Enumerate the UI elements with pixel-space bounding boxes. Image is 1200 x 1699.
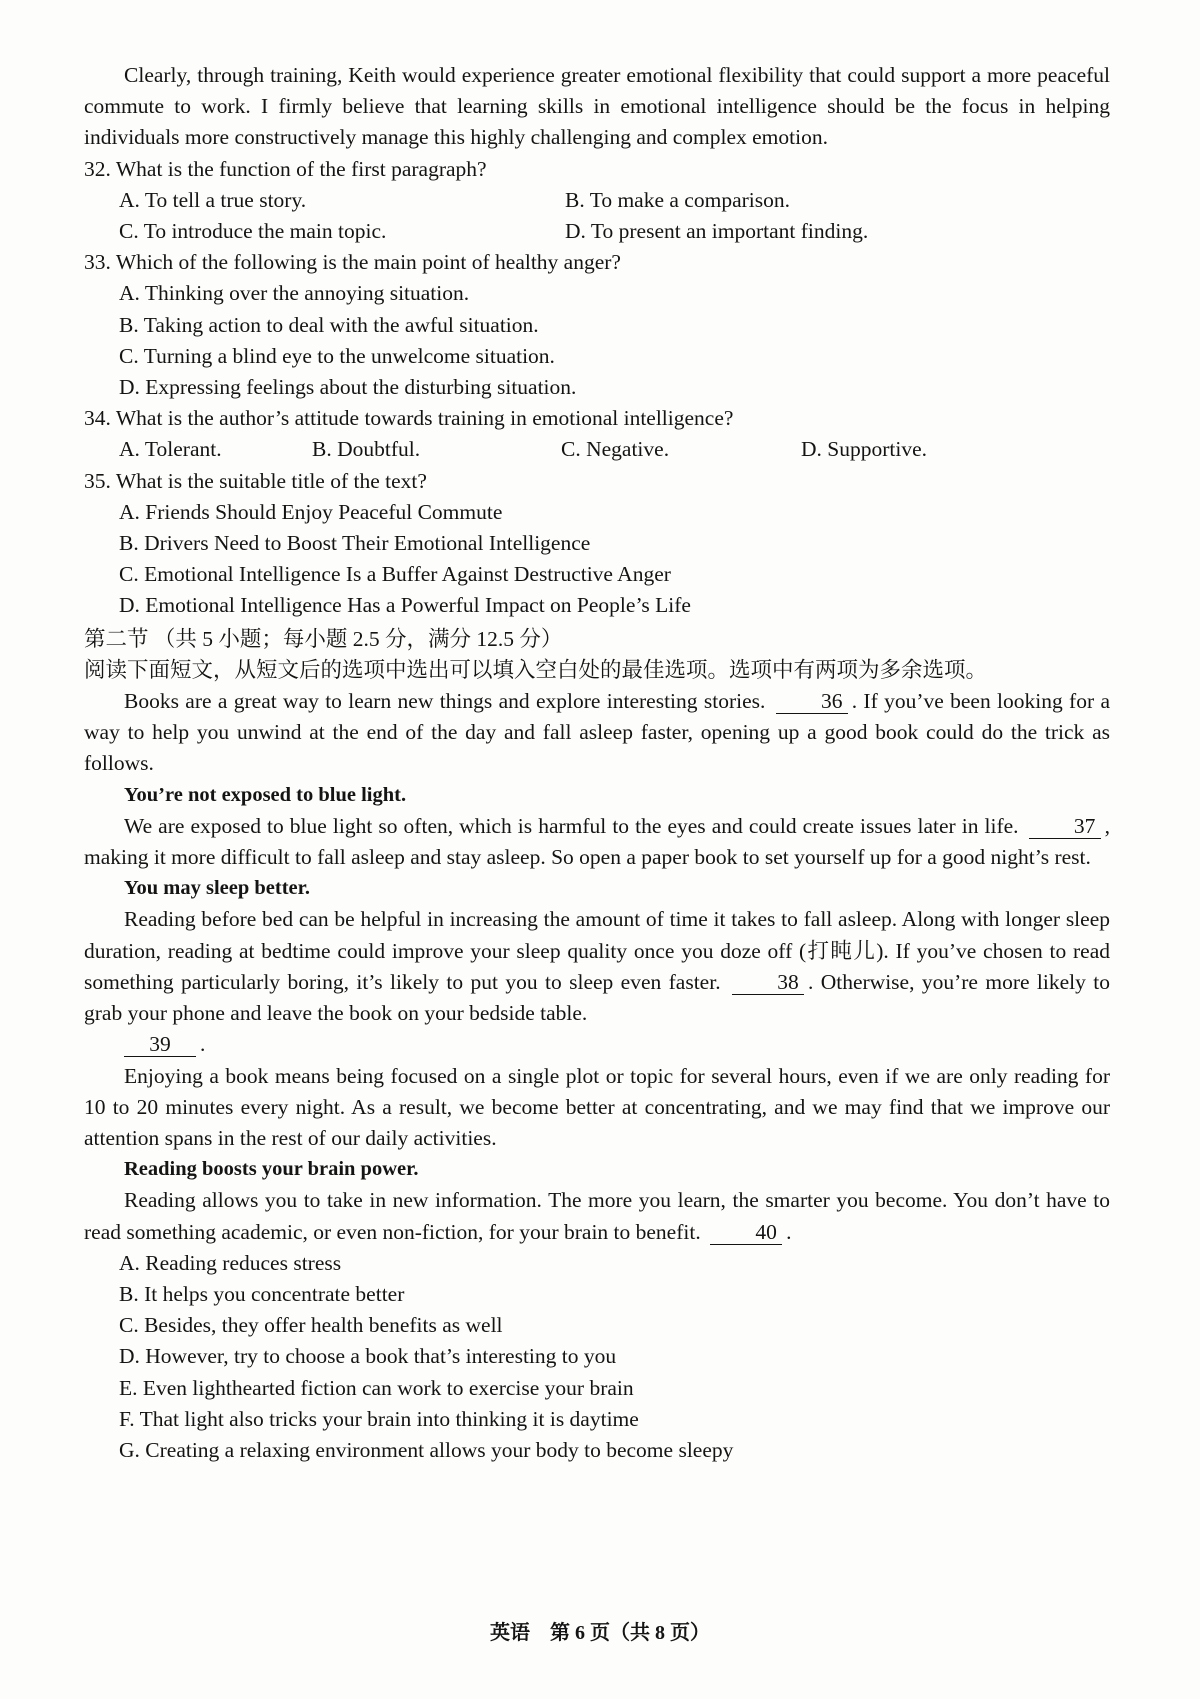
passage-text: Reading allows you to take in new information. The more you learn, the smarter you become. You don’t have to read something academic, or even non-fiction, for your brain to benefit.	[84, 1188, 1110, 1244]
choice-list	[84, 1248, 1110, 1466]
option-d: D. Expressing feelings about the disturbing situation.	[119, 375, 577, 400]
choice-b: B. It helps you concentrate better	[119, 1281, 405, 1306]
blank-38: 38	[732, 970, 804, 995]
choice-d: D. However, try to choose a book that’s interesting to you	[119, 1344, 617, 1369]
choice-c: C. Besides, they offer health benefits as well	[119, 1313, 503, 1338]
option-b: B. Doubtful.	[312, 437, 421, 462]
passage-paragraph-5: Reading allows you to take in new information. The more you learn, the smarter you become. You don’t have to read something academic, or even non-fiction, for your brain to benefit. 40 .	[84, 1188, 1110, 1244]
options	[84, 185, 1110, 247]
option-a: A. To tell a true story.	[119, 187, 307, 212]
option-c: C. Emotional Intelligence Is a Buffer Against Destructive Anger	[119, 562, 671, 587]
choice-f: F. That light also tricks your brain into thinking it is daytime	[119, 1406, 639, 1431]
passage-paragraph-1	[84, 686, 1110, 780]
question-stem: 33. Which of the following is the main point of healthy anger?	[84, 250, 621, 275]
page-footer: 英语 第 6 页（共 8 页）	[490, 1622, 710, 1644]
option-b: B. Drivers Need to Boost Their Emotional Intelligence	[119, 531, 591, 556]
passage-text: , making it more difficult to fall asleep and stay asleep. So open a paper book to set yourself up for a good night’s rest.	[84, 813, 1110, 870]
choice-e: E. Even lighthearted fiction can work to exercise your brain	[119, 1375, 634, 1400]
section-instruction: 阅读下面短文，从短文后的选项中选出可以填入空白处的最佳选项。选项中有两项为多余选项。	[84, 657, 988, 682]
option-c: C. Negative.	[561, 437, 670, 462]
option-d: D. Emotional Intelligence Has a Powerful Impact on People’s Life	[119, 593, 691, 618]
question-stem: 34. What is the author’s attitude towards training in emotional intelligence?	[84, 406, 734, 431]
blank-36: 36	[776, 689, 848, 714]
option-d: D. Supportive.	[801, 437, 928, 462]
choice-a: A. Reading reduces stress	[119, 1250, 342, 1275]
question-35	[84, 466, 1110, 622]
option-c: C. Turning a blind eye to the unwelcome situation.	[119, 343, 555, 368]
option-a: A. Friends Should Enjoy Peaceful Commute	[119, 499, 503, 524]
choice-g: G. Creating a relaxing environment allows your body to become sleepy	[119, 1437, 734, 1462]
option-b: B. To make a comparison.	[565, 187, 790, 212]
question-34	[84, 403, 1110, 465]
passage-paragraph-4: Enjoying a book means being focused on a single plot or topic for several hours, even if we are only reading for 10 to 20 minutes every night. As a result, we become better at concentrating, and we may find that we improve our attention spans in the rest of our daily activities.	[84, 1063, 1110, 1150]
question-32	[84, 154, 1110, 248]
passage-text: . Otherwise, you’re more likely to grab your phone and leave the book on your bedside table.	[84, 969, 1110, 1026]
passage-text: Reading before bed can be helpful in increasing the amount of time it takes to fall asleep. Along with longer sleep duration, reading at bedtime could improve your sleep quality once you doze off (打盹儿). If you’ve chosen to read something particularly boring, it’s likely to put you to sleep even faster.	[84, 907, 1110, 994]
option-c: C. To introduce the main topic.	[119, 219, 387, 244]
question-33	[84, 247, 1110, 403]
option-b: B. Taking action to deal with the awful situation.	[119, 312, 539, 337]
subheading-brain-power: Reading boosts your brain power.	[124, 1158, 419, 1181]
blank-39: 39	[124, 1032, 196, 1057]
passage-paragraph-3	[84, 904, 1110, 1029]
intro-paragraph: Clearly, through training, Keith would experience greater emotional flexibility that could support a more peaceful commute to work. I firmly believe that learning skills in emotional intelligence should be the focus in helping individuals more constructively manage this highly challenging and complex emotion.	[84, 63, 1110, 150]
passage-paragraph-2	[84, 811, 1110, 873]
option-d: D. To present an important finding.	[565, 219, 869, 244]
option-a: A. Thinking over the annoying situation.	[119, 281, 470, 306]
passage-text: . If you’ve been looking for a way to help you unwind at the end of the day and fall asleep faster, opening up a good book could do the trick as follows.	[84, 689, 1111, 776]
question-stem: 35. What is the suitable title of the text?	[84, 468, 427, 493]
options	[84, 434, 1110, 465]
blank-40: 40	[710, 1220, 782, 1245]
passage-heading-blank: 39 .	[84, 1029, 1110, 1060]
option-a: A. Tolerant.	[119, 437, 222, 462]
blank-37: 37	[1029, 814, 1101, 839]
section-heading: 第二节 （共 5 小题；每小题 2.5 分，满分 12.5 分）	[84, 626, 563, 651]
passage-text: We are exposed to blue light so often, which is harmful to the eyes and could create issues later in life.	[124, 813, 1019, 838]
subheading-sleep-better: You may sleep better.	[124, 877, 311, 900]
passage-text: Books are a great way to learn new things and explore interesting stories.	[124, 689, 766, 714]
question-stem: 32. What is the function of the first paragraph?	[84, 156, 487, 181]
subheading-blue-light: You’re not exposed to blue light.	[124, 783, 407, 806]
